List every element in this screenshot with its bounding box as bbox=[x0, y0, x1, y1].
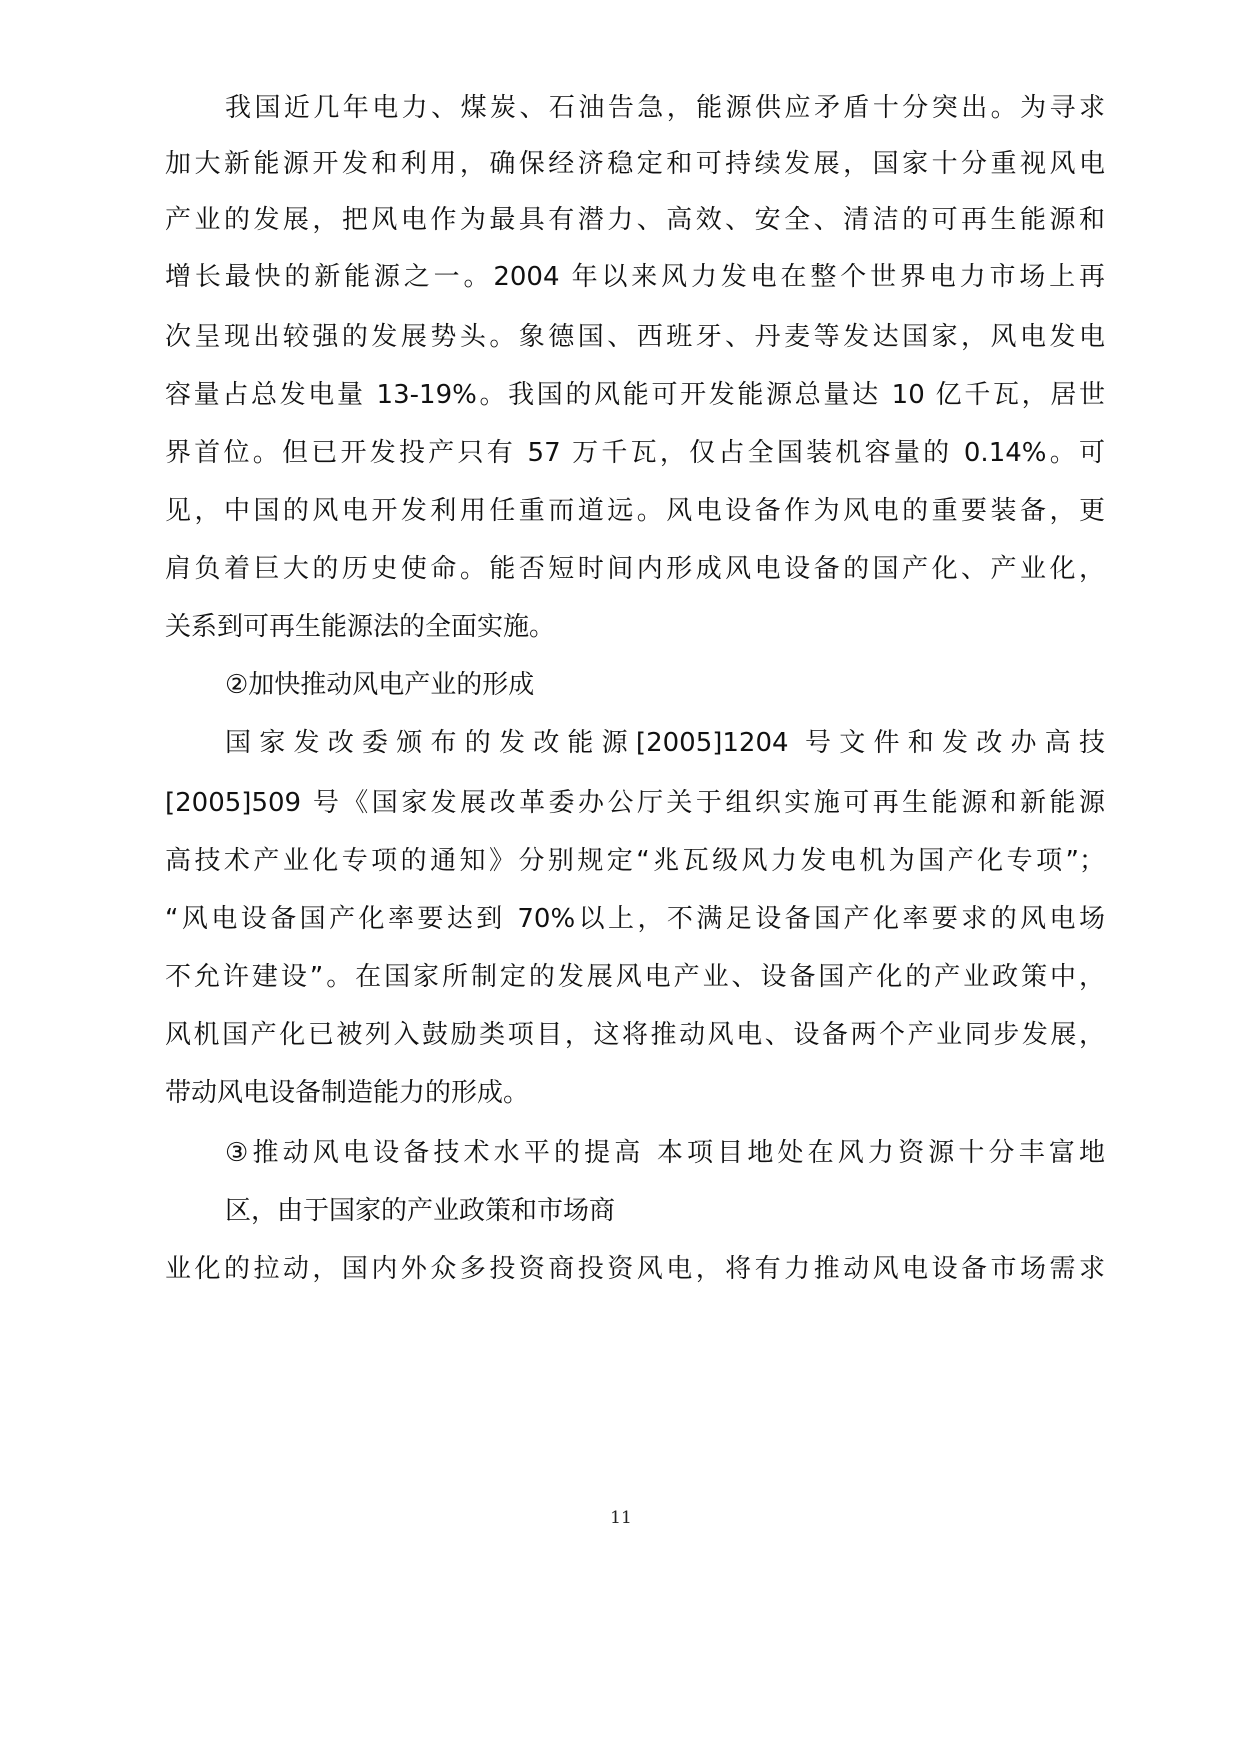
paragraph-line: [2005]509 号《国家发展改革委办公厅关于组织实施可再生能源和新能源 bbox=[165, 788, 1105, 818]
paragraph-line: 业化的拉动，国内外众多投资商投资风电，将有力推动风电设备市场需求 bbox=[165, 1254, 1105, 1284]
paragraph-line: 关系到可再生能源法的全面实施。 bbox=[165, 612, 556, 642]
paragraph-line: 界首位。但已开发投产只有 57 万千瓦，仅占全国装机容量的 0.14%。可 bbox=[165, 438, 1105, 468]
paragraph-line: 带动风电设备制造能力的形成。 bbox=[165, 1078, 530, 1108]
paragraph-line: 容量占总发电量 13-19%。我国的风能可开发能源总量达 10 亿千瓦，居世 bbox=[165, 380, 1105, 410]
paragraph-line: 高技术产业化专项的通知》分别规定“兆瓦级风力发电机为国产化专项”； bbox=[165, 846, 1105, 876]
paragraph-line: 加大新能源开发和利用，确保经济稳定和可持续发展，国家十分重视风电 bbox=[165, 149, 1105, 179]
paragraph-line: 区，由于国家的产业政策和市场商 bbox=[225, 1196, 616, 1226]
paragraph-line: 见，中国的风电开发利用任重而道远。风电设备作为风电的重要装备，更 bbox=[165, 496, 1105, 526]
paragraph-line: 产业的发展，把风电作为最具有潜力、高效、安全、清洁的可再生能源和 bbox=[165, 205, 1105, 235]
paragraph-line: 增长最快的新能源之一。2004 年以来风力发电在整个世界电力市场上再 bbox=[165, 262, 1105, 292]
page-number: 11 bbox=[610, 1508, 632, 1528]
paragraph-line: 国家发改委颁布的发改能源[2005]1204 号文件和发改办高技 bbox=[225, 728, 1105, 758]
paragraph-line: “风电设备国产化率要达到 70%以上，不满足设备国产化率要求的风电场 bbox=[165, 904, 1105, 934]
section-heading: ③推动风电设备技术水平的提高 本项目地处在风力资源十分丰富地 bbox=[225, 1138, 1105, 1168]
paragraph-line: 风机国产化已被列入鼓励类项目，这将推动风电、设备两个产业同步发展， bbox=[165, 1020, 1105, 1050]
paragraph-line: 次呈现出较强的发展势头。象德国、西班牙、丹麦等发达国家，风电发电 bbox=[165, 322, 1105, 352]
section-heading: ②加快推动风电产业的形成 bbox=[225, 670, 535, 700]
paragraph-line: 不允许建设”。在国家所制定的发展风电产业、设备国产化的产业政策中， bbox=[165, 962, 1105, 992]
paragraph-line: 我国近几年电力、煤炭、石油告急，能源供应矛盾十分突出。为寻求 bbox=[225, 93, 1105, 123]
paragraph-line: 肩负着巨大的历史使命。能否短时间内形成风电设备的国产化、产业化， bbox=[165, 554, 1105, 584]
